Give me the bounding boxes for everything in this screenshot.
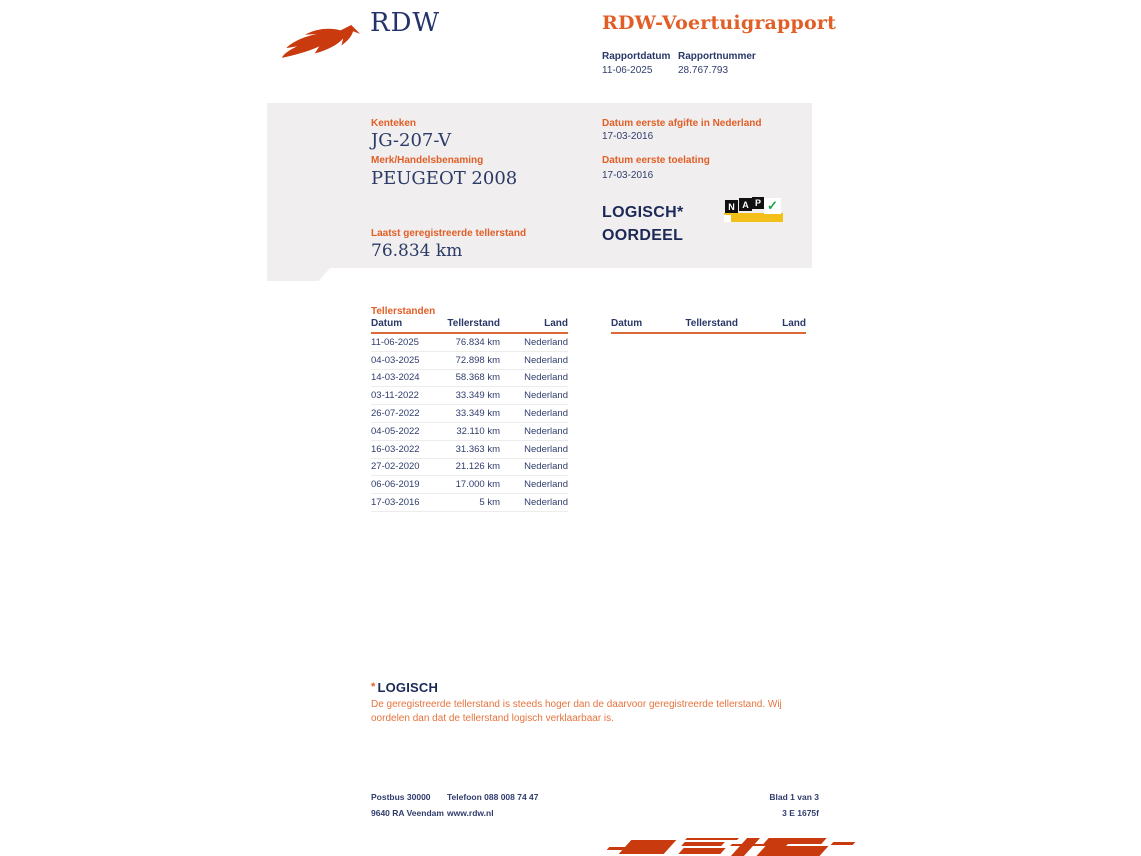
- table-header-row: [371, 318, 568, 334]
- table-row: [371, 387, 568, 405]
- asterisk: *: [371, 681, 376, 693]
- cell-date: 27-02-2020: [371, 461, 420, 473]
- cell-odometer: 58.368 km: [455, 372, 500, 384]
- cell-odometer: 76.834 km: [455, 336, 500, 348]
- footer-address-line2: 9640 RA Veendam: [371, 808, 444, 818]
- table-body: [371, 334, 568, 512]
- cell-date: 11-06-2025: [371, 336, 419, 348]
- brand-label: Merk/Handelsbenaming: [371, 155, 484, 166]
- cell-date: 04-03-2025: [371, 354, 420, 366]
- rdw-bird-logo-icon: [281, 22, 361, 60]
- first-issue-value: 17-03-2016: [602, 131, 654, 142]
- table-row: [371, 405, 568, 423]
- nap-checkmark-icon: ✓: [764, 198, 781, 214]
- verdict-text: [602, 201, 684, 247]
- verdict-line1: LOGISCH*: [602, 204, 684, 221]
- odometer-value: 76.834 km: [371, 241, 463, 261]
- cell-date: 06-06-2019: [371, 479, 420, 491]
- first-admission-label: Datum eerste toelating: [602, 155, 710, 166]
- verdict-explanation-heading: [371, 680, 438, 695]
- report-number-label: Rapportnummer: [678, 51, 756, 62]
- cell-date: 16-03-2022: [371, 443, 420, 455]
- footer-page-number: Blad 1 van 3: [769, 792, 819, 802]
- nap-yellow-bar: [724, 213, 783, 222]
- odometer-table-right: [611, 318, 806, 334]
- cell-country: Nederland: [524, 443, 568, 455]
- cell-odometer: 5 km: [479, 497, 500, 509]
- cell-odometer: 33.349 km: [455, 408, 500, 420]
- table-row: [371, 441, 568, 459]
- table-row: [371, 334, 568, 352]
- header-odometer: Tellerstand: [447, 318, 500, 329]
- cell-odometer: 32.110 km: [456, 425, 500, 437]
- nap-letter-a: A: [739, 198, 752, 211]
- nap-white-notch: [724, 215, 731, 222]
- cell-odometer: 21.126 km: [455, 461, 500, 473]
- header-odometer: Tellerstand: [685, 318, 738, 329]
- header-date: Datum: [611, 318, 643, 329]
- footer-address-line1: Postbus 30000: [371, 792, 431, 802]
- table-row: [371, 494, 568, 512]
- brand-value: PEUGEOT 2008: [371, 168, 518, 189]
- explanation-title: LOGISCH: [377, 680, 439, 695]
- cell-odometer: 31.363 km: [455, 443, 500, 455]
- page-title: RDW-Voertuigrapport: [602, 12, 837, 34]
- footer-phone: Telefoon 088 008 74 47: [447, 792, 539, 802]
- verdict-line2: OORDEEL: [602, 227, 684, 244]
- footer-form-code: 3 E 1675f: [782, 808, 819, 818]
- footer-website: www.rdw.nl: [447, 808, 494, 818]
- cell-odometer: 33.349 km: [455, 390, 500, 402]
- cell-date: 26-07-2022: [371, 408, 420, 420]
- cell-country: Nederland: [524, 425, 568, 437]
- report-date-value: 11-06-2025: [602, 65, 653, 76]
- odometer-table-title: Tellerstanden: [371, 306, 436, 317]
- cell-country: Nederland: [524, 390, 568, 402]
- cell-date: 03-11-2022: [371, 390, 419, 402]
- table-row: [371, 459, 568, 477]
- cell-odometer: 17.000 km: [455, 479, 500, 491]
- license-plate-label: Kenteken: [371, 118, 417, 129]
- cell-country: Nederland: [524, 461, 568, 473]
- cell-country: Nederland: [524, 479, 568, 491]
- table-row: [371, 423, 568, 441]
- cell-date: 17-03-2016: [371, 497, 420, 509]
- cell-date: 04-05-2022: [371, 425, 420, 437]
- odometer-label: Laatst geregistreerde tellerstand: [371, 228, 527, 239]
- license-plate-value: JG-207-V: [371, 130, 452, 151]
- cell-country: Nederland: [524, 336, 568, 348]
- odometer-table-left: [371, 318, 568, 512]
- cell-date: 14-03-2024: [371, 372, 420, 384]
- header-date: Datum: [371, 318, 403, 329]
- header-country: Land: [782, 318, 806, 329]
- nap-logo: [724, 196, 786, 223]
- first-admission-value: 17-03-2016: [602, 170, 654, 181]
- cell-odometer: 72.898 km: [455, 354, 500, 366]
- cell-country: Nederland: [524, 408, 568, 420]
- cell-country: Nederland: [524, 372, 568, 384]
- table-row: [371, 476, 568, 494]
- rdw-logo-text: RDW: [370, 8, 441, 38]
- nap-letter-n: N: [725, 200, 738, 213]
- nap-letter-p: P: [752, 197, 764, 209]
- table-header-row: [611, 318, 806, 334]
- panel-tail-shape: [267, 268, 330, 281]
- header-country: Land: [544, 318, 568, 329]
- next-page-logo-stripes: [598, 833, 888, 856]
- cell-country: Nederland: [524, 354, 568, 366]
- cell-country: Nederland: [524, 497, 568, 509]
- report-date-label: Rapportdatum: [602, 51, 671, 62]
- table-row: [371, 352, 568, 370]
- verdict-explanation-text: De geregistreerde tellerstand is steeds hoger dan de daarvoor geregistreerde tellerstand. Wij oordelen dan dat de tellerstand logisch verklaarbaar is.: [371, 699, 782, 724]
- report-number-value: 28.767.793: [678, 65, 729, 76]
- table-row: [371, 370, 568, 388]
- first-issue-label: Datum eerste afgifte in Nederland: [602, 118, 762, 129]
